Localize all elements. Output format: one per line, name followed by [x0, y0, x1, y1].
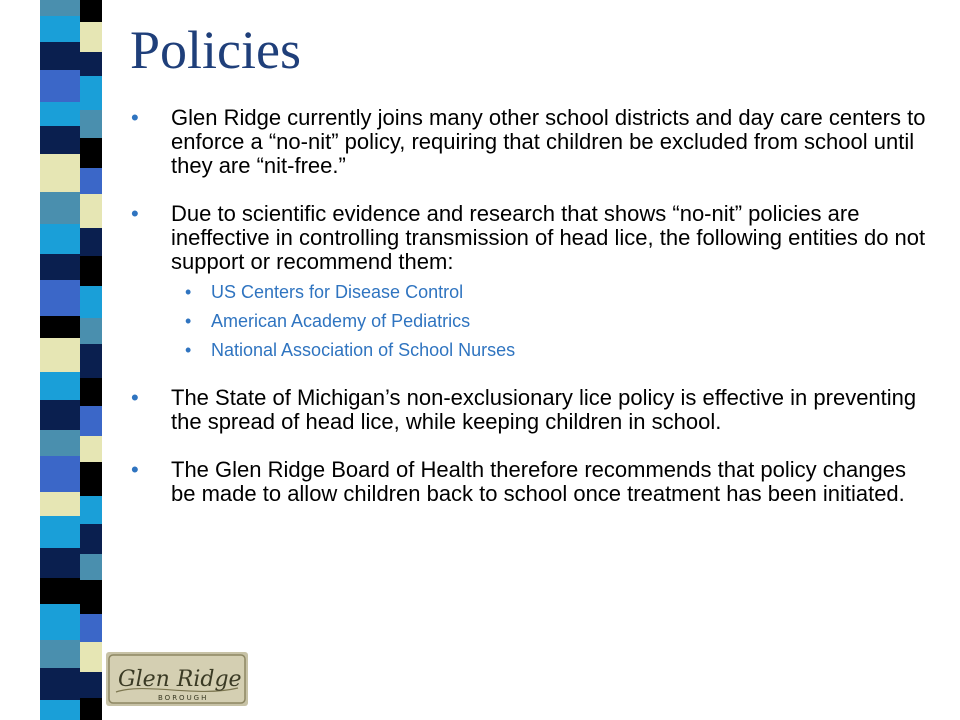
- stripe-block: [40, 224, 80, 254]
- stripe-block: [80, 52, 102, 76]
- stripe-block: [40, 0, 80, 16]
- bullet-text: The State of Michigan’s non-exclusionary lice policy is effective in preventing the spread of head lice, while keeping children in school.: [171, 385, 917, 434]
- sub-bullet-text: American Academy of Pediatrics: [211, 311, 471, 331]
- stripe-block: [40, 338, 80, 372]
- bullet-text: The Glen Ridge Board of Health therefore recommends that policy changes be made to allow children back to school once treatment has been initiated.: [171, 457, 906, 506]
- bullet-dot: •: [131, 457, 139, 482]
- sub-bullet-item: [171, 280, 931, 304]
- stripe-block: [40, 430, 80, 456]
- stripe-block: [80, 194, 102, 228]
- stripe-block: [40, 492, 80, 516]
- stripe-block: [40, 668, 80, 700]
- bullet-item: [131, 202, 931, 362]
- stripe-block: [40, 372, 80, 400]
- stripe-block: [80, 256, 102, 286]
- stripe-block: [80, 318, 102, 344]
- stripe-block: [80, 614, 102, 642]
- stripe-block: [80, 76, 102, 110]
- stripe-block: [40, 154, 80, 192]
- stripe-block: [40, 70, 80, 102]
- stripe-block: [40, 102, 80, 126]
- stripe-block: [80, 168, 102, 194]
- sub-bullet-list: [171, 280, 931, 362]
- stripe-block: [80, 642, 102, 672]
- bullet-text: Due to scientific evidence and research that shows “no-nit” policies are ineffective in controlling transmission of head lice, the following entities do not support or recommend them:: [171, 201, 926, 274]
- sub-bullet-dot: •: [185, 282, 192, 302]
- stripe-block: [80, 378, 102, 406]
- stripe-block: [40, 400, 80, 430]
- stripe-block: [40, 516, 80, 548]
- stripe-block: [80, 462, 102, 496]
- stripe-block: [80, 698, 102, 720]
- stripe-block: [80, 672, 102, 698]
- stripe-block: [40, 280, 80, 316]
- glen-ridge-logo: [106, 652, 248, 706]
- sub-bullet-dot: •: [185, 311, 192, 331]
- stripe-block: [40, 192, 80, 224]
- stripe-block: [40, 604, 80, 640]
- bullet-dot: •: [131, 385, 139, 410]
- stripe-block: [40, 700, 80, 720]
- stripe-block: [80, 554, 102, 580]
- stripe-block: [40, 42, 80, 70]
- sub-bullet-dot: •: [185, 340, 192, 360]
- stripe-block: [80, 228, 102, 256]
- bullet-item: [131, 458, 931, 506]
- bullet-dot: •: [131, 201, 139, 226]
- stripe-block: [80, 406, 102, 436]
- stripe-block: [40, 316, 80, 338]
- bullet-dot: •: [131, 105, 139, 130]
- sub-bullet-text: US Centers for Disease Control: [211, 282, 464, 302]
- logo-text: Glen Ridge: [118, 667, 242, 692]
- stripe-block: [80, 138, 102, 168]
- bullet-item: [131, 386, 931, 434]
- stripe-block: [80, 0, 102, 22]
- stripe-block: [40, 640, 80, 668]
- stripe-block: [0, 0, 40, 720]
- logo-subtitle: BOROUGH: [158, 694, 209, 702]
- stripe-block: [80, 496, 102, 524]
- stripe-block: [80, 110, 102, 138]
- bullet-item: [131, 106, 931, 178]
- stripe-block: [80, 524, 102, 554]
- stripe-block: [40, 126, 80, 154]
- stripe-block: [80, 344, 102, 378]
- stripe-block: [40, 456, 80, 492]
- bullet-list: [131, 106, 931, 530]
- sub-bullet-item: [171, 309, 931, 333]
- stripe-block: [40, 254, 80, 280]
- logo-artwork: [106, 652, 248, 706]
- stripe-block: [40, 16, 80, 42]
- stripe-block: [80, 436, 102, 462]
- sub-bullet-item: [171, 338, 931, 362]
- bullet-text: Glen Ridge currently joins many other school districts and day care centers to enforce a “no-nit” policy, requiring that children be excluded from school until they are “nit-free.”: [171, 105, 926, 178]
- slide-title: Policies: [130, 20, 301, 80]
- sub-bullet-text: National Association of School Nurses: [211, 340, 516, 360]
- stripe-block: [80, 580, 102, 614]
- stripe-block: [40, 578, 80, 604]
- stripe-block: [80, 286, 102, 318]
- stripe-block: [40, 548, 80, 578]
- decorative-stripe-bar: [0, 0, 110, 720]
- stripe-block: [80, 22, 102, 52]
